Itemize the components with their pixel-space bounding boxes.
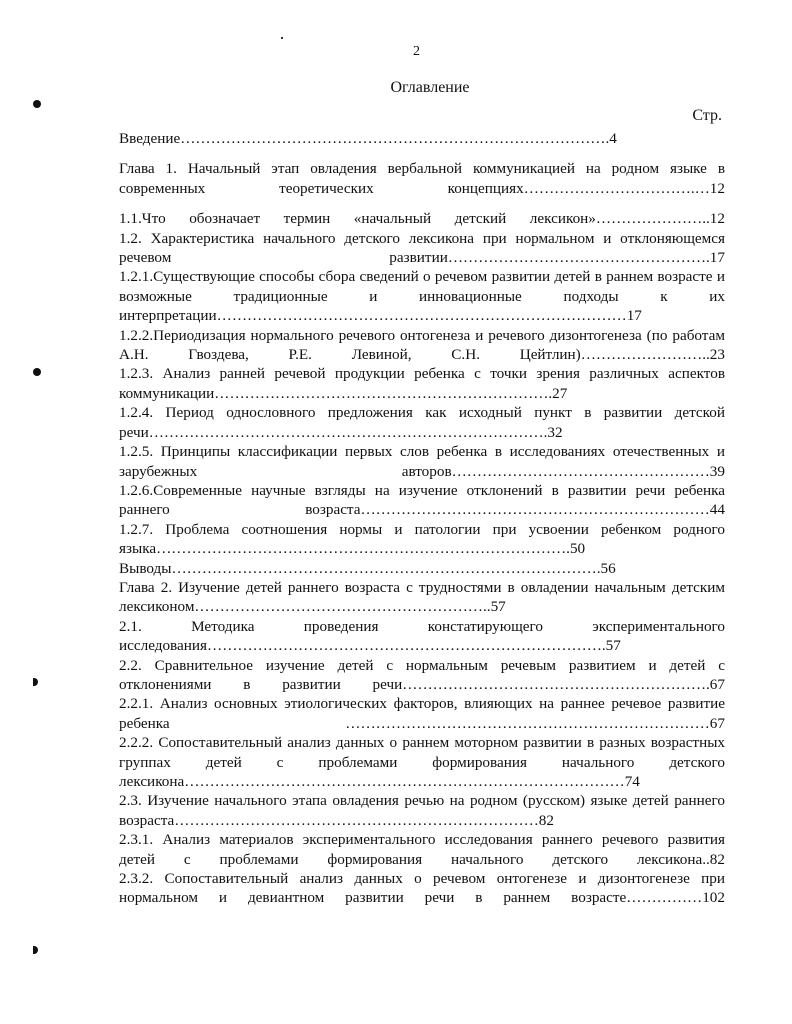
toc-entry: 2.2. Сравнительное изучение детей с нормальным речевым развитием и детей с отклонениями в развитии речи…………………………………………………….67 xyxy=(119,656,725,693)
toc-entry: 2.2.1. Анализ основных этиологических факторов, влияющих на раннее речевое развитие ребенка ………………………………………………………………67 xyxy=(119,695,725,732)
toc-entry: 1.1.Что обозначает термин «начальный детский лексикон»…………………..12 xyxy=(119,210,725,228)
toc-entry: Введение………………………………………………………………………….4 xyxy=(119,130,617,147)
toc-entry: Глава 2. Изучение детей раннего возраста с трудностями в овладении начальным детским лексиконом…………………………………………………..57 xyxy=(119,578,725,616)
toc-entry: 1.2.4. Период однословного предложения как исходный пункт в развитии детской речи…………………………………………………………………….32 xyxy=(119,404,725,441)
scan-speck xyxy=(281,37,283,39)
page-column-label: Стр. xyxy=(692,107,722,124)
table-of-contents xyxy=(119,129,725,908)
toc-entry: 2.1. Методика проведения констатирующего экспериментального исследования…………………………………………………………………….57 xyxy=(119,617,725,655)
toc-entry: Выводы………………………………………………………………………….56 xyxy=(119,559,616,577)
toc-entry: 2.3. Изучение начального этапа овладения речью на родном (русском) языке детей раннего возраста………………………………………………………………82 xyxy=(119,792,725,829)
page-number: 2 xyxy=(413,44,420,59)
toc-entry: 1.2.6.Современные научные взгляды на изучение отклонений в развитии речи ребенка раннего возраста……………………………………………………………44 xyxy=(119,481,725,519)
toc-entry: 1.2.1.Существующие способы сбора сведений о речевом развитии детей в раннем возрасте и возможные традиционные и инновационные подходы к их интерпретации………………………………………………………………………17 xyxy=(119,268,725,325)
toc-entry: 2.2.2. Сопоставительный анализ данных о раннем моторном развитии в разных возрастных группах детей с проблемами формирования начального детского лексикона……………………………………………………………………………74 xyxy=(119,734,725,790)
binding-hole-mark xyxy=(33,678,38,686)
toc-entry: 2.3.1. Анализ материалов экспериментального исследования раннего речевого развития детей с проблемами формирования начального детского лексикона..82 xyxy=(119,831,725,868)
toc-entry: Глава 1. Начальный этап овладения вербальной коммуникацией на родном языке в современных теоретических концепциях…………………………….…12 xyxy=(119,160,725,197)
toc-entry: 1.2. Характеристика начального детского лексикона при нормальном и отклоняющемся речевом развитии…………………………………………….17 xyxy=(119,229,725,267)
toc-entry: 1.2.2.Периодизация нормального речевого онтогенеза и речевого дизонтогенеза (по работам А.Н. Гвоздева, Р.Е. Левиной, С.Н. Цейтлин)……………………..23 xyxy=(119,326,725,364)
toc-entry: 1.2.7. Проблема соотношения нормы и патологии при усвоении ребенком родного языка……………………………………………………………………….50 xyxy=(119,520,725,558)
binding-hole-mark xyxy=(33,946,38,954)
toc-entry: 2.3.2. Сопоставительный анализ данных о речевом онтогенезе и дизонтогенезе при нормальном и девиантном развитии речи в раннем возрасте……………102 xyxy=(119,870,725,907)
page-title: Оглавление xyxy=(390,79,470,96)
binding-hole-mark xyxy=(33,368,41,376)
binding-hole-mark xyxy=(33,100,41,108)
toc-entry: 1.2.3. Анализ ранней речевой продукции ребенка с точки зрения различных аспектов коммуникации………………………………………………………….27 xyxy=(119,365,725,402)
toc-entry: 1.2.5. Принципы классификации первых слов ребенка в исследованиях отечественных и зарубежных авторов……………………………………………39 xyxy=(119,443,725,480)
